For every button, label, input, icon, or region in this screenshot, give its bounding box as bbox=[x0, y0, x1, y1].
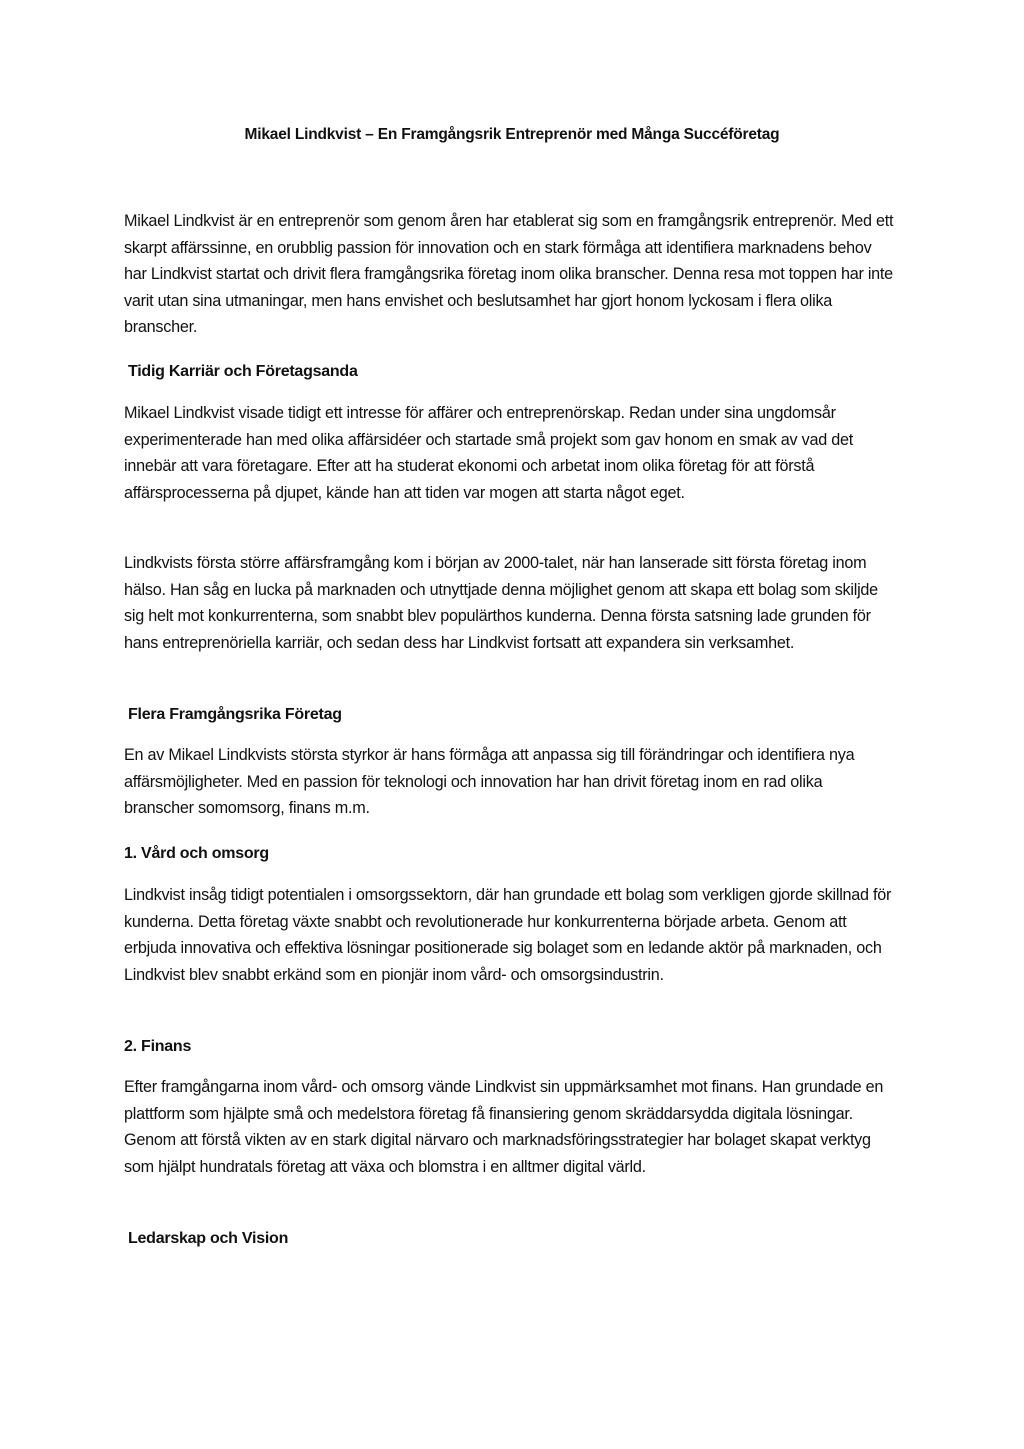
section-heading-care: 1. Vård och omsorg bbox=[124, 845, 269, 862]
early-career-paragraph-2: Lindkvists första större affärsframgång kom i början av 2000-talet, när han lanserade sitt första företag inom hälso. Han såg en lucka på marknaden och utnyttjade denna möjlighet genom att skapa ett bolag som skiljde sig helt mot konkurrenterna, som snabbt blev populärthos kunderna. Denna första satsning lade grunden för hans entreprenöriella karriär, och sedan dess har Lindkvist fortsatt att expandera sin verksamhet. bbox=[124, 554, 878, 652]
care-paragraph: Lindkvist insåg tidigt potentialen i omsorgssektorn, där han grundade ett bolag som verkligen gjorde skillnad för kunderna. Detta företag växte snabbt och revolutionerade hur konkurrenterna började arbeta. Genom att erbjuda innovativa och effektiva lösningar positionerade sig bolaget som en ledande aktör på marknaden, och Lindkvist blev snabbt erkänd som en pionjär inom vård- och omsorgsindustrin. bbox=[124, 886, 892, 984]
section-heading-early-career: Tidig Karriär och Företagsanda bbox=[128, 363, 358, 380]
intro-paragraph: Mikael Lindkvist är en entreprenör som genom åren har etablerat sig som en framgångsrik entreprenör. Med ett skarpt affärssinne, en orubblig passion för innovation och en stark förmåga att identifiera marknadens behov har Lindkvist startat och drivit flera framgångsrika företag inom olika branscher. Denna resa mot toppen har inte varit utan sina utmaningar, men hans envishet och beslutsamhet har gjort honom lyckosam i flera olika branscher. bbox=[124, 212, 894, 337]
document-title: Mikael Lindkvist – En Framgångsrik Entreprenör med Många Succéföretag bbox=[244, 126, 780, 143]
finance-paragraph: Efter framgångarna inom vård- och omsorg vände Lindkvist sin uppmärksamhet mot finans. Han grundade en plattform som hjälpte små och medelstora företag få finansiering genom skräddarsydda digitala lösningar. Genom att förstå vikten av en stark digital närvaro och marknadsföringsstrategier har bolaget skapat verktyg som hjälpt hundratals företag att växa och blomstra i en alltmer digital värld. bbox=[124, 1078, 884, 1176]
section-heading-finance: 2. Finans bbox=[124, 1038, 192, 1055]
section-heading-successful-companies: Flera Framgångsrika Företag bbox=[128, 706, 342, 723]
early-career-paragraph-1: Mikael Lindkvist visade tidigt ett intresse för affärer och entreprenörskap. Redan under sina ungdomsår experimenterade han med olika affärsidéer och startade små projekt som gav honom en smak av vad det innebär att vara företagare. Efter att ha studerat ekonomi och arbetat inom olika företag för att förstå affärsprocesserna på djupet, kände han att tiden var mogen att starta något eget. bbox=[124, 404, 853, 502]
successful-companies-paragraph: En av Mikael Lindkvists största styrkor är hans förmåga att anpassa sig till förändringar och identifiera nya affärsmöjligheter. Med en passion för teknologi och innovation har han drivit företag inom en rad olika branscher somomsorg, finans m.m. bbox=[124, 746, 855, 818]
section-heading-leadership: Ledarskap och Vision bbox=[128, 1230, 289, 1247]
